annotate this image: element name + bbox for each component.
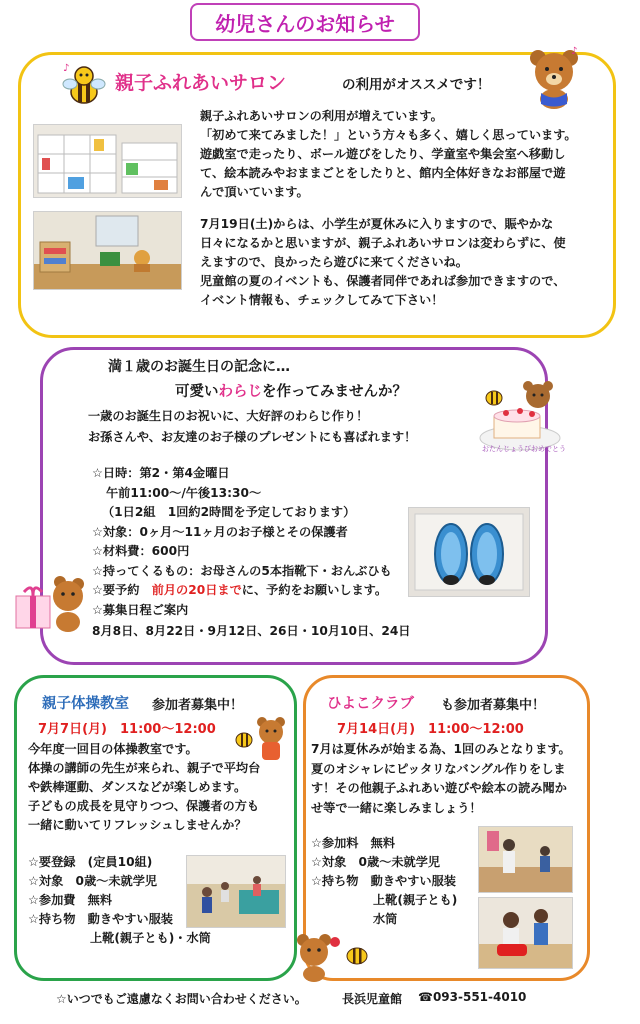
text-line: んで頂いています。: [200, 185, 309, 199]
text-line: す！その他親子ふれあい遊びや絵本の読み聞か: [311, 781, 567, 795]
footer-phone: ☎093-551-4010: [418, 990, 527, 1004]
detail-schedule: 8月8日、8月22日・9月12日、26日・10月10日、24日: [92, 624, 411, 638]
text-line: や鉄棒運動、ダンスなどが楽しめます。: [28, 780, 247, 794]
text-line: お孫さんや、お友達のお子様のプレゼントにも喜ばれます！: [88, 430, 417, 444]
bear-icon: [523, 46, 585, 110]
photo-shelves: [33, 124, 182, 198]
birthday-cake-icon: [476, 380, 564, 452]
salon-title: 親子ふれあいサロン: [115, 72, 287, 94]
svg-text:♪: ♪: [63, 63, 70, 74]
detail-group: （1日2組 1回約2時間を予定しております）: [102, 505, 356, 519]
photo-hiyoko-1: [478, 826, 573, 893]
bear-and-bee-bottom-icon: [295, 930, 373, 982]
detail-time: 午前11:00～/午後13:30～: [106, 485, 262, 500]
text-line: 「初めて来てみました！」という方々も多く、嬉しく思っています。: [200, 128, 577, 142]
text-line: 遊戯室で走ったり、ボール遊びをしたり、学童室や集会室へ移動し: [200, 147, 566, 161]
footer-note: ☆いつでもご遠慮なくお問い合わせください。: [56, 992, 307, 1006]
text-line: 体操の講師の先生が来られ、親子で平均台: [28, 761, 261, 775]
text-line: 一歳のお誕生日のお祝いに、大好評のわらじ作り！: [88, 409, 369, 423]
photo-warashi-sandals: [408, 507, 530, 597]
text-line: 子どもの成長を見守りつつ、保護者の方も: [28, 799, 260, 813]
item-bring: ☆持ち物 動きやすい服装: [311, 874, 456, 888]
text-line: 親子ふれあいサロンの利用が増えています。: [200, 109, 443, 123]
taiso-title: 親子体操教室: [42, 696, 129, 712]
hiyoko-title: ひよこクラブ: [327, 696, 414, 712]
title-highlight: わらじ: [218, 384, 262, 400]
item-bring-cont: 上靴(親子とも): [373, 893, 458, 907]
text-line: せ等で一緒に楽しみましょう！: [311, 800, 482, 815]
text-line: イベント情報も、チェックしてみて下さい！: [200, 293, 444, 307]
detail-reserve: [92, 581, 411, 601]
item-bring: ☆持ち物 動きやすい服装: [28, 912, 173, 926]
taiso-items: [28, 853, 211, 948]
item-target: ☆対象 0歳～未就学児: [311, 855, 441, 869]
detail-fee: ☆材料費：600円: [92, 544, 190, 558]
title-text: 可愛い: [175, 384, 219, 400]
page-title: 幼児さんのお知らせ: [190, 3, 420, 41]
text: ☆要予約: [92, 583, 152, 597]
text-line: 7月は夏休みが始まる為、1回のみとなります。: [311, 742, 571, 756]
photo-playroom: [33, 211, 182, 290]
title-text: を作ってみませんか？: [262, 384, 407, 400]
hiyoko-title-suffix: も参加者募集中！: [441, 698, 546, 713]
warashi-title-2: [175, 380, 407, 401]
reserve-deadline: 前月の20日まで: [151, 583, 242, 597]
item-fee: ☆参加費 無料: [28, 893, 113, 907]
salon-title-suffix: の利用がオススメです！: [342, 77, 491, 93]
warashi-title-1: 満１歳のお誕生日の記念に…: [108, 359, 290, 375]
detail-target: ☆対象：0ヶ月～11ヶ月のお子様とその保護者: [92, 524, 348, 539]
item-bring-cont: 水筒: [373, 912, 398, 926]
hiyoko-body: [311, 740, 571, 818]
photo-hiyoko-2: [478, 897, 573, 969]
text-line: て、絵本読みやおままごとをしたりと、館内全体好きなお部屋で遊: [200, 166, 566, 180]
warashi-intro: [88, 406, 416, 448]
item-registration: ☆要登録 (定員10組): [28, 855, 153, 869]
svg-text:♪: ♪: [571, 46, 578, 57]
taiso-title-suffix: 参加者募集中！: [152, 698, 244, 713]
text-line: 今年度一回目の体操教室です。: [28, 742, 198, 756]
bee-icon: [60, 62, 108, 110]
salon-paragraph-2: [200, 215, 566, 310]
text-line: 夏のオシャレにピッタリなバングル作りをしま: [311, 761, 566, 776]
item-fee: ☆参加料 無料: [311, 836, 396, 850]
bear-with-gift-icon: [12, 574, 84, 634]
item-target: ☆対象 0歳～未就学児: [28, 874, 158, 888]
text-line: 一緒に動いてリフレッシュしませんか？: [28, 818, 247, 832]
photo-gym-class: [186, 855, 286, 928]
detail-schedule-label: ☆募集日程ご案内: [92, 602, 189, 617]
taiso-body: [28, 740, 260, 835]
footer-org: 長浜児童館: [342, 992, 403, 1006]
item-bring-cont: 上靴(親子とも)・水筒: [90, 931, 211, 945]
text-line: 日々になるかと思いますが、親子ふれあいサロンは変わらずに、使: [200, 236, 566, 250]
text-line: えますので、良かったら遊びに来てくださいね。: [200, 255, 468, 269]
hiyoko-items: [311, 834, 457, 929]
text-line: 児童館の夏のイベントも、保護者同伴であれば参加できますので、: [200, 274, 566, 288]
detail-bring: ☆持ってくるもの：お母さんの5本指靴下・おんぶひも: [92, 563, 392, 578]
hiyoko-datetime: 7月14日(月) 11:00～12:00: [337, 722, 524, 737]
taiso-datetime: 7月7日(月) 11:00～12:00: [38, 722, 216, 737]
detail-date: ☆日時：第2・第4金曜日: [92, 466, 230, 480]
warashi-details: [92, 464, 411, 642]
salon-paragraph-1: [200, 107, 577, 202]
cake-caption: おたんじょうびおめでとう: [482, 445, 566, 453]
text-line: 7月19日(土)からは、小学生が夏休みに入りますので、賑やかな: [200, 217, 554, 231]
text: に、予約をお願いします。: [241, 583, 388, 597]
